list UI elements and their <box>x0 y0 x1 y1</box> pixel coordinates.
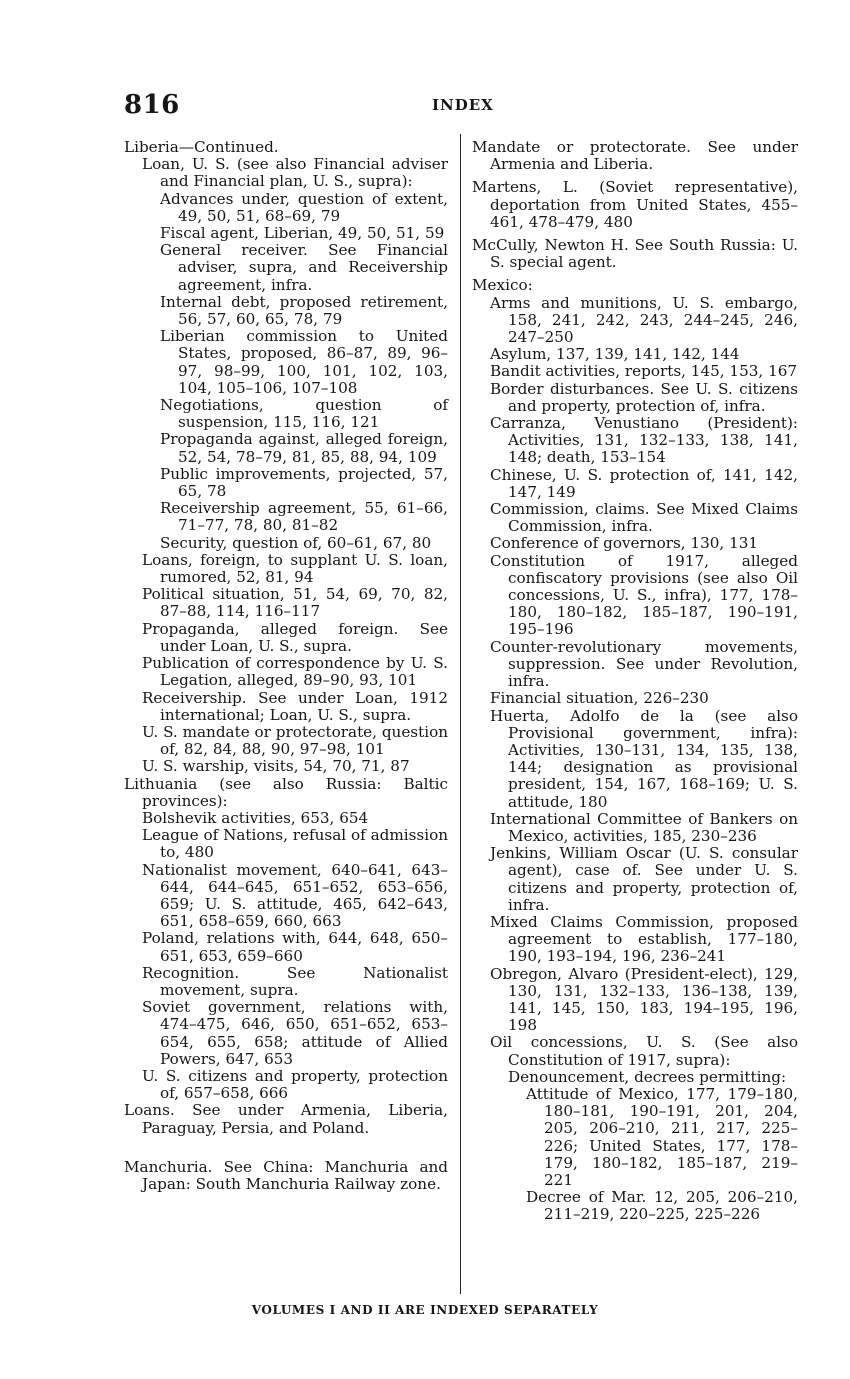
index-entry: Decree of Mar. 12, 205, 206–210, 211–219, 220–225, 225–226 <box>526 1188 798 1224</box>
index-entry: Public improvements, projected, 57, 65, 78 <box>160 464 448 501</box>
index-entry: Bolshevik activities, 653, 654 <box>142 808 369 827</box>
index-entry: Propaganda, alleged foreign. See under Loan, U. S., supra. <box>142 619 448 655</box>
index-entry: General receiver. See Financial adviser, supra, and Receivership agreement, infra. <box>160 241 448 294</box>
index-entry: Constitution of 1917, alleged confiscatory provisions (see also Oil concessions, U. S., infra), 177, 178–180, 180–182, 185–187, 190–191, 195–196 <box>490 551 798 639</box>
index-entry: Loans, foreign, to supplant U. S. loan, rumored, 52, 81, 94 <box>142 550 448 587</box>
index-entry: Asylum, 137, 139, 141, 142, 144 <box>490 345 740 364</box>
index-entry: Receivership. See under Loan, 1912 international; Loan, U. S., supra. <box>142 688 448 724</box>
index-entry: Propaganda against, alleged foreign, 52, 54, 78–79, 81, 85, 88, 94, 109 <box>160 430 448 466</box>
index-entry: Bandit activities, reports, 145, 153, 167 <box>490 362 798 381</box>
index-entry: Commission, claims. See Mixed Claims Commission, infra. <box>490 500 798 536</box>
index-entry: Border disturbances. See U. S. citizens and property, protection of, infra. <box>490 379 798 415</box>
index-entry: Publication of correspondence by U. S. Legation, alleged, 89–90, 93, 101 <box>142 654 448 690</box>
index-entry: Receivership agreement, 55, 61–66, 71–77, 78, 80, 81–82 <box>160 499 448 535</box>
index-entry: Liberian commission to United States, proposed, 86–87, 89, 96–97, 98–99, 100, 101, 102, 103, 104, 105–106, 107–108 <box>160 327 448 397</box>
index-column-right <box>472 139 798 1224</box>
index-entry: Political situation, 51, 54, 69, 70, 82, 87–88, 114, 116–117 <box>142 585 448 621</box>
index-entry: Liberia—Continued. <box>124 138 279 156</box>
index-entry: Obregon, Alvaro (President-elect), 129, 130, 131, 132–133, 136–138, 139, 141, 145, 150, 183, 194–195, 196, 198 <box>490 964 798 1035</box>
index-entry: Internal debt, proposed retirement, 56, 57, 60, 65, 78, 79 <box>160 292 448 329</box>
column-divider <box>460 134 461 1294</box>
index-entry: U. S. warship, visits, 54, 70, 71, 87 <box>142 757 410 776</box>
footer-note: VOLUMES I AND II ARE INDEXED SEPARATELY <box>251 1303 599 1317</box>
index-entry: Soviet government, relations with, 474–475, 646, 650, 651–652, 653–654, 655, 658; attitude of Allied Powers, 647, 653 <box>142 998 448 1068</box>
index-entry: Security, question of, 60–61, 67, 80 <box>160 533 432 552</box>
index-entry: Manchuria. See China: Manchuria and Japan: South Manchuria Railway zone. <box>124 1157 448 1193</box>
index-entry: Lithuania (see also Russia: Baltic provinces): <box>124 774 448 810</box>
index-entry: McCully, Newton H. See South Russia: U. S. special agent. <box>472 236 798 272</box>
index-entry: Counter-revolutionary movements, suppression. See under Revolution, infra. <box>490 637 798 691</box>
index-entry: Carranza, Venustiano (President): Activities, 131, 132–133, 138, 141, 148; death, 153–154 <box>490 414 798 467</box>
index-entry: Loan, U. S. (see also Financial adviser and Financial plan, U. S., supra): <box>142 155 448 191</box>
index-entry: Jenkins, William Oscar (U. S. consular agent), case of. See under U. S. citizens and property, protection of, infra. <box>490 844 798 914</box>
index-entry: Poland, relations with, 644, 648, 650–651, 653, 659–660 <box>142 929 448 965</box>
index-entry: Financial situation, 226–230 <box>490 689 709 708</box>
index-entry: Huerta, Adolfo de la (see also Provisional government, infra): Activities, 130–131, 134, 135, 138, 144; designation as provisional president, 154, 167, 168–169; U. S. attitude, 180 <box>490 706 798 811</box>
index-entry: Attitude of Mexico, 177, 179–180, 180–181, 190–191, 201, 204, 205, 206–210, 211, 217, 225–226; United States, 177, 178–179, 180–182, 185–187, 219–221 <box>526 1084 798 1189</box>
index-entry: Negotiations, question of suspension, 115, 116, 121 <box>160 396 448 432</box>
index-entry: League of Nations, refusal of admission to, 480 <box>142 826 448 862</box>
index-entry: Chinese, U. S. protection of, 141, 142, 147, 149 <box>490 465 798 501</box>
index-entry: Martens, L. (Soviet representative), deportation from United States, 455–461, 478–479, 480 <box>472 178 798 231</box>
index-entry: U. S. citizens and property, protection of, 657–658, 666 <box>142 1066 448 1103</box>
index-entry: Advances under, question of extent, 49, 50, 51, 68–69, 79 <box>160 189 448 225</box>
index-entry: Fiscal agent, Liberian, 49, 50, 51, 59 <box>160 224 445 243</box>
index-column-left <box>124 139 448 1193</box>
index-entry: Loans. See under Armenia, Liberia, Paraguay, Persia, and Poland. <box>124 1101 448 1137</box>
index-entry: Recognition. See Nationalist movement, supra. <box>142 963 448 999</box>
index-entry: U. S. mandate or protectorate, question of, 82, 84, 88, 90, 97–98, 101 <box>142 722 448 759</box>
page-title: INDEX <box>432 96 494 114</box>
index-entry: Mixed Claims Commission, proposed agreement to establish, 177–180, 190, 193–194, 196, 236–241 <box>490 912 798 966</box>
index-entry: Denouncement, decrees permitting: <box>508 1067 787 1086</box>
index-entry: Mexico: <box>472 276 533 295</box>
index-entry: International Committee of Bankers on Mexico, activities, 185, 230–236 <box>490 809 798 845</box>
index-entry: Oil concessions, U. S. (See also Constitution of 1917, supra): <box>490 1033 798 1069</box>
index-entry: Arms and munitions, U. S. embargo, 158, 241, 242, 243, 244–245, 246, 247–250 <box>490 293 798 347</box>
index-entry: Conference of governors, 130, 131 <box>490 534 759 553</box>
page-number: 816 <box>124 90 180 120</box>
index-entry: Nationalist movement, 640–641, 643–644, 644–645, 651–652, 653–656, 659; U. S. attitude, 465, 642–643, 651, 658–659, 660, 663 <box>142 860 448 931</box>
index-entry: Mandate or protectorate. See under Armenia and Liberia. <box>472 138 798 174</box>
